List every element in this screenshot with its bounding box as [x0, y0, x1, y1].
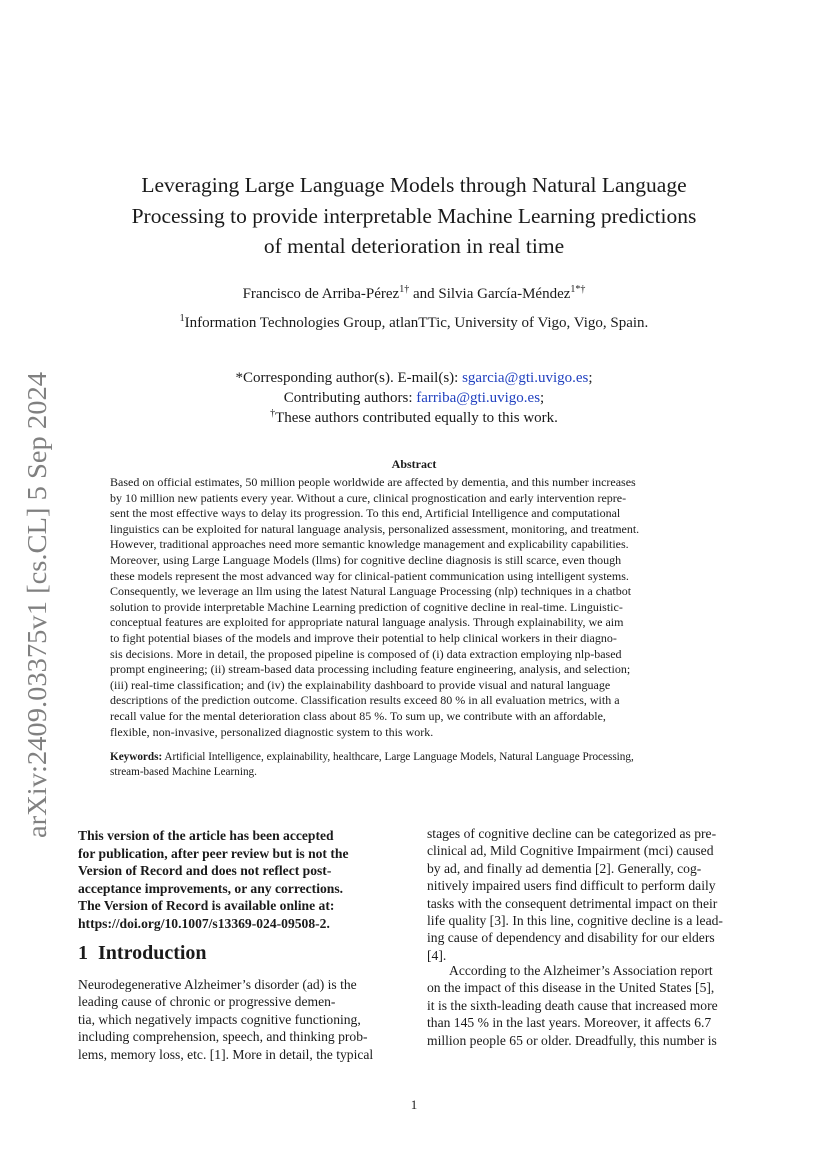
corresponding-end: ; [588, 370, 593, 386]
abstract-line: sent the most effective ways to delay its progression. To this end, Artificial Intelligence and computational [110, 506, 621, 521]
notice-line: The Version of Record is available online at: [78, 898, 335, 913]
corresponding-line [60, 368, 768, 388]
paragraph-line: stages of cognitive decline can be categorized as pre- [427, 826, 717, 841]
keywords-line [110, 750, 718, 765]
paragraph-line: by ad, and finally ad dementia [2]. Generally, cog- [427, 860, 702, 876]
abstract-line: recall value for the mental deterioration class about 85 %. To sum up, we contribute with an affordable, [110, 708, 606, 723]
paragraph-line: than 145 % in the last years. Moreover, it affects 6.7 [427, 1015, 712, 1031]
contributing-line [60, 388, 768, 408]
intro-paragraph-right-2 [427, 962, 749, 1049]
publication-notice [78, 827, 400, 932]
notice-line: https://doi.org/10.1007/s13369-024-09508-2. [78, 915, 330, 931]
contributing-end: ; [540, 390, 545, 406]
paragraph-line: leading cause of chronic or progressive demen- [78, 994, 336, 1010]
paragraph-line: million people 65 or older. Dreadfully, this number is [427, 1032, 717, 1048]
abstract-line: descriptions of the prediction outcome. Classification results exceed 80 % in all evaluation metrics, with a [110, 693, 620, 708]
paragraph-line: life quality [3]. In this line, cognitive decline is a lead- [427, 913, 723, 929]
title-line: of mental deterioration in real time [263, 234, 565, 258]
paragraph-line: clinical ad, Mild Cognitive Impairment (mci) caused [427, 843, 714, 859]
abstract-body [110, 475, 718, 740]
abstract-line: Moreover, using Large Language Models (llms) for cognitive decline diagnosis is still scarce, even though [110, 552, 622, 567]
arxiv-stamp [8, 370, 56, 840]
abstract-heading: Abstract [391, 457, 437, 471]
equal-contribution-text: These authors contributed equally to this work. [275, 410, 558, 426]
section-title: Introduction [98, 942, 207, 964]
contact-block [60, 368, 768, 428]
arxiv-stamp-text: arXiv:2409.03375v1 [cs.CL] 5 Sep 2024 [22, 397, 52, 838]
affiliation-text: Information Technologies Group, atlanTTic, University of Vigo, Vigo, Spain. [184, 315, 649, 331]
author-marks: 1† [399, 284, 410, 295]
keywords-line: stream-based Machine Learning. [110, 766, 257, 778]
paragraph-line: tia, which negatively impacts cognitive functioning, [78, 1011, 361, 1027]
abstract-line: prompt engineering; (ii) stream-based data processing including feature engineering, analysis, and selection; [110, 662, 631, 677]
abstract-line: However, traditional approaches need more semantic knowledge management and explicability capabilities. [110, 537, 629, 552]
corresponding-label: *Corresponding author(s). E-mail(s): [235, 370, 459, 386]
equal-contribution-line [60, 408, 768, 428]
paragraph-line: ing cause of dependency and disability for our elders [427, 930, 715, 946]
title-line: Leveraging Large Language Models through Natural Language [141, 173, 687, 197]
abstract-line: (iii) real-time classification; and (iv) the explainability dashboard to provide visual and natural language [110, 677, 611, 692]
keywords-text: Artificial Intelligence, explainability, healthcare, Large Language Models, Natural Language Processing, [164, 751, 634, 763]
affiliation-mark: 1 [179, 313, 185, 324]
section-heading [78, 942, 400, 965]
paragraph-line: on the impact of this disease in the United States [5], [427, 980, 715, 996]
abstract-line: by 10 million new patients every year. Without a cure, clinical prognostication and early intervention repre- [110, 490, 627, 505]
abstract-line: linguistics can be exploited for natural language analysis, personalized assessment, monitoring, and treatment. [110, 521, 640, 536]
author-list [60, 286, 768, 303]
abstract-line: to fight potential biases of the models and improve their potential to help clinical workers in their diagno- [110, 630, 617, 645]
abstract-line: Consequently, we leverage an llm using the latest Natural Language Processing (nlp) techniques in a chatbot [110, 584, 632, 599]
section-number: 1 [78, 942, 88, 964]
abstract-line: flexible, non-invasive, personalized diagnostic system to this work. [110, 724, 434, 739]
equal-contribution-mark: † [270, 408, 276, 419]
notice-line: Version of Record and does not reflect post- [78, 863, 332, 878]
abstract-line: Based on official estimates, 50 million people worldwide are affected by dementia, and this number increases [110, 475, 636, 489]
paragraph-line: Neurodegenerative Alzheimer’s disorder (ad) is the [78, 977, 357, 992]
contributing-label: Contributing authors: [283, 390, 413, 406]
intro-paragraph-left [78, 976, 400, 1063]
author-name: Silvia García-Méndez [438, 286, 571, 302]
abstract-line: solution to provide interpretable Machine Learning prediction of cognitive decline in real-time. Linguistic- [110, 599, 623, 614]
contributing-email-link[interactable]: farriba@gti.uvigo.es [416, 390, 541, 406]
intro-paragraph-right-1 [427, 825, 749, 964]
page-number: 1 [410, 1097, 418, 1112]
notice-line: for publication, after peer review but is not the [78, 845, 349, 861]
affiliation [60, 315, 768, 332]
notice-line: This version of the article has been accepted [78, 828, 334, 843]
notice-line: acceptance improvements, or any corrections. [78, 880, 344, 896]
paragraph-line: it is the sixth-leading death cause that increased more [427, 997, 718, 1013]
author-marks: 1*† [570, 284, 586, 295]
paragraph-line: nitively impaired users find difficult to perform daily [427, 878, 716, 894]
abstract-line: conceptual features are exploited for appropriate natural language analysis. Through explainability, we aim [110, 615, 624, 630]
title-line: Processing to provide interpretable Machine Learning predictions [131, 203, 697, 228]
author-name: Francisco de Arriba-Pérez [242, 286, 400, 302]
author-and: and [412, 286, 435, 302]
keywords [110, 750, 718, 780]
abstract-line: these models represent the most advanced way for clinical-patient communication using intelligent systems. [110, 568, 629, 583]
paragraph-line: including comprehension, speech, and thinking prob- [78, 1029, 368, 1045]
paragraph-line: [4]. [427, 947, 447, 963]
paper-title [60, 170, 768, 262]
paragraph-line: lems, memory loss, etc. [1]. More in detail, the typical [78, 1046, 374, 1062]
paragraph-line: According to the Alzheimer’s Association report [449, 963, 713, 978]
paragraph-line: tasks with the consequent detrimental impact on their [427, 895, 718, 911]
arxiv-stamp-svg [8, 370, 56, 840]
keywords-label: Keywords: [110, 751, 163, 763]
corresponding-email-link[interactable]: sgarcia@gti.uvigo.es [462, 370, 589, 386]
abstract-line: sis decisions. More in detail, the proposed pipeline is composed of (i) data extraction employing nlp-based [110, 646, 622, 661]
